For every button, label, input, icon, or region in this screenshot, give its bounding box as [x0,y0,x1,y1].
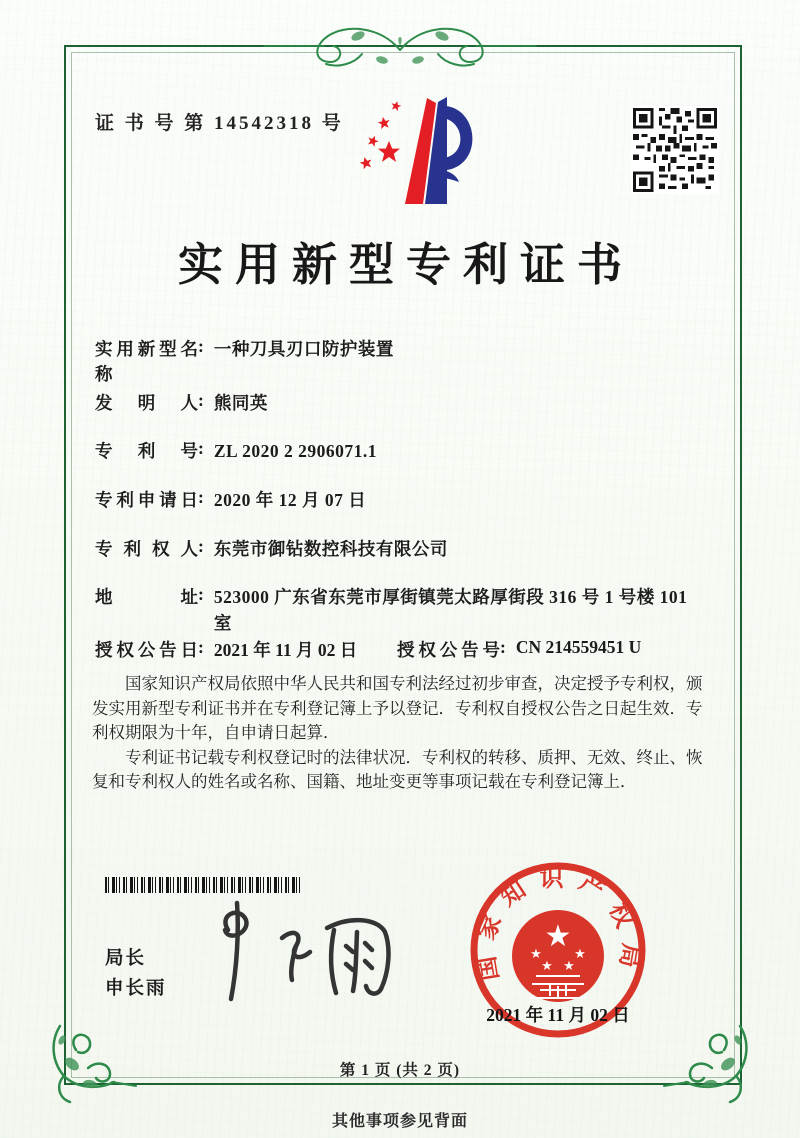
field-value: 熊同英 [213,393,268,413]
field-colon: : [198,637,204,657]
field-row-invention-name [95,336,708,386]
certificate-title: 实用新型专利证书 [177,240,634,290]
qr-code-icon [631,106,719,194]
barcode-icon [105,877,301,893]
legal-text-block [92,672,718,795]
field-colon: : [198,536,204,556]
field-row-grant-number [397,637,641,662]
field-value: CN 214559451 U [515,637,642,657]
field-row-address [95,584,708,636]
field-label: 专利申请日 [95,490,198,510]
top-flourish-ornament [262,20,538,72]
seal-date: 2021 年 11 月 02 日 [486,1005,630,1025]
field-row-patentee [95,536,708,562]
field-row-inventor [95,390,708,416]
field-colon: : [500,637,506,657]
page-number: 第 1 页 (共 2 页) [339,1062,461,1079]
field-value: 东莞市御钻数控科技有限公司 [213,539,448,559]
field-label: 专利号 [95,441,198,461]
field-colon: : [198,438,204,458]
field-value: 2020 年 12 月 07 日 [213,490,367,510]
legal-paragraph-2: 专利证书记载专利权登记时的法律状况．专利权的转移、质押、无效、终止、恢复和专利权人的姓名或名称、国籍、地址变更等事项记载在专利登记簿上． [92,747,703,791]
cnipa-logo-icon [343,90,475,218]
seal-emblem-big-star: ★ [544,919,572,954]
director-title: 局长 [105,949,147,969]
field-value: ZL 2020 2 2906071.1 [213,441,377,461]
field-colon: : [198,390,204,410]
field-label: 地址 [95,587,198,607]
director-name: 申长雨 [105,979,167,999]
field-row-grant-date [95,637,357,662]
field-value: 523000 广东省东莞市厚街镇莞太路厚街段 316 号 1 号楼 101 室 [213,587,688,633]
field-label: 发明人 [95,393,198,413]
field-row-patent-number [95,438,708,464]
field-colon: : [198,336,204,356]
director-signature-icon [200,900,415,1005]
field-value: 一种刀具刃口防护装置 [213,339,394,359]
field-value: 2021 年 11 月 02 日 [213,640,358,660]
svg-text:★: ★ [563,959,575,974]
field-colon: : [198,584,204,604]
legal-paragraph-1: 国家知识产权局依照中华人民共和国专利法经过初步审查，决定授予专利权，颁发实用新型专利证书并在专利登记簿上予以登记．专利权自授权公告之日起生效．专利权期限为十年，自申请日起算． [92,674,703,742]
field-colon: : [198,487,204,507]
back-note: 其他事项参见背面 [331,1113,468,1130]
seal-text: 国家知识产权局 [472,866,644,983]
field-label: 实用新型名称 [95,339,198,384]
certificate-number: 证 书 号 第 14542318 号 [95,113,344,134]
field-label: 授权公告号 [397,640,500,660]
svg-text:★: ★ [574,947,586,962]
svg-text:★: ★ [541,959,553,974]
svg-text:★: ★ [530,947,542,962]
field-row-filing-date [95,487,708,513]
field-label: 授权公告日 [95,640,198,660]
field-label: 专利权人 [95,539,198,559]
